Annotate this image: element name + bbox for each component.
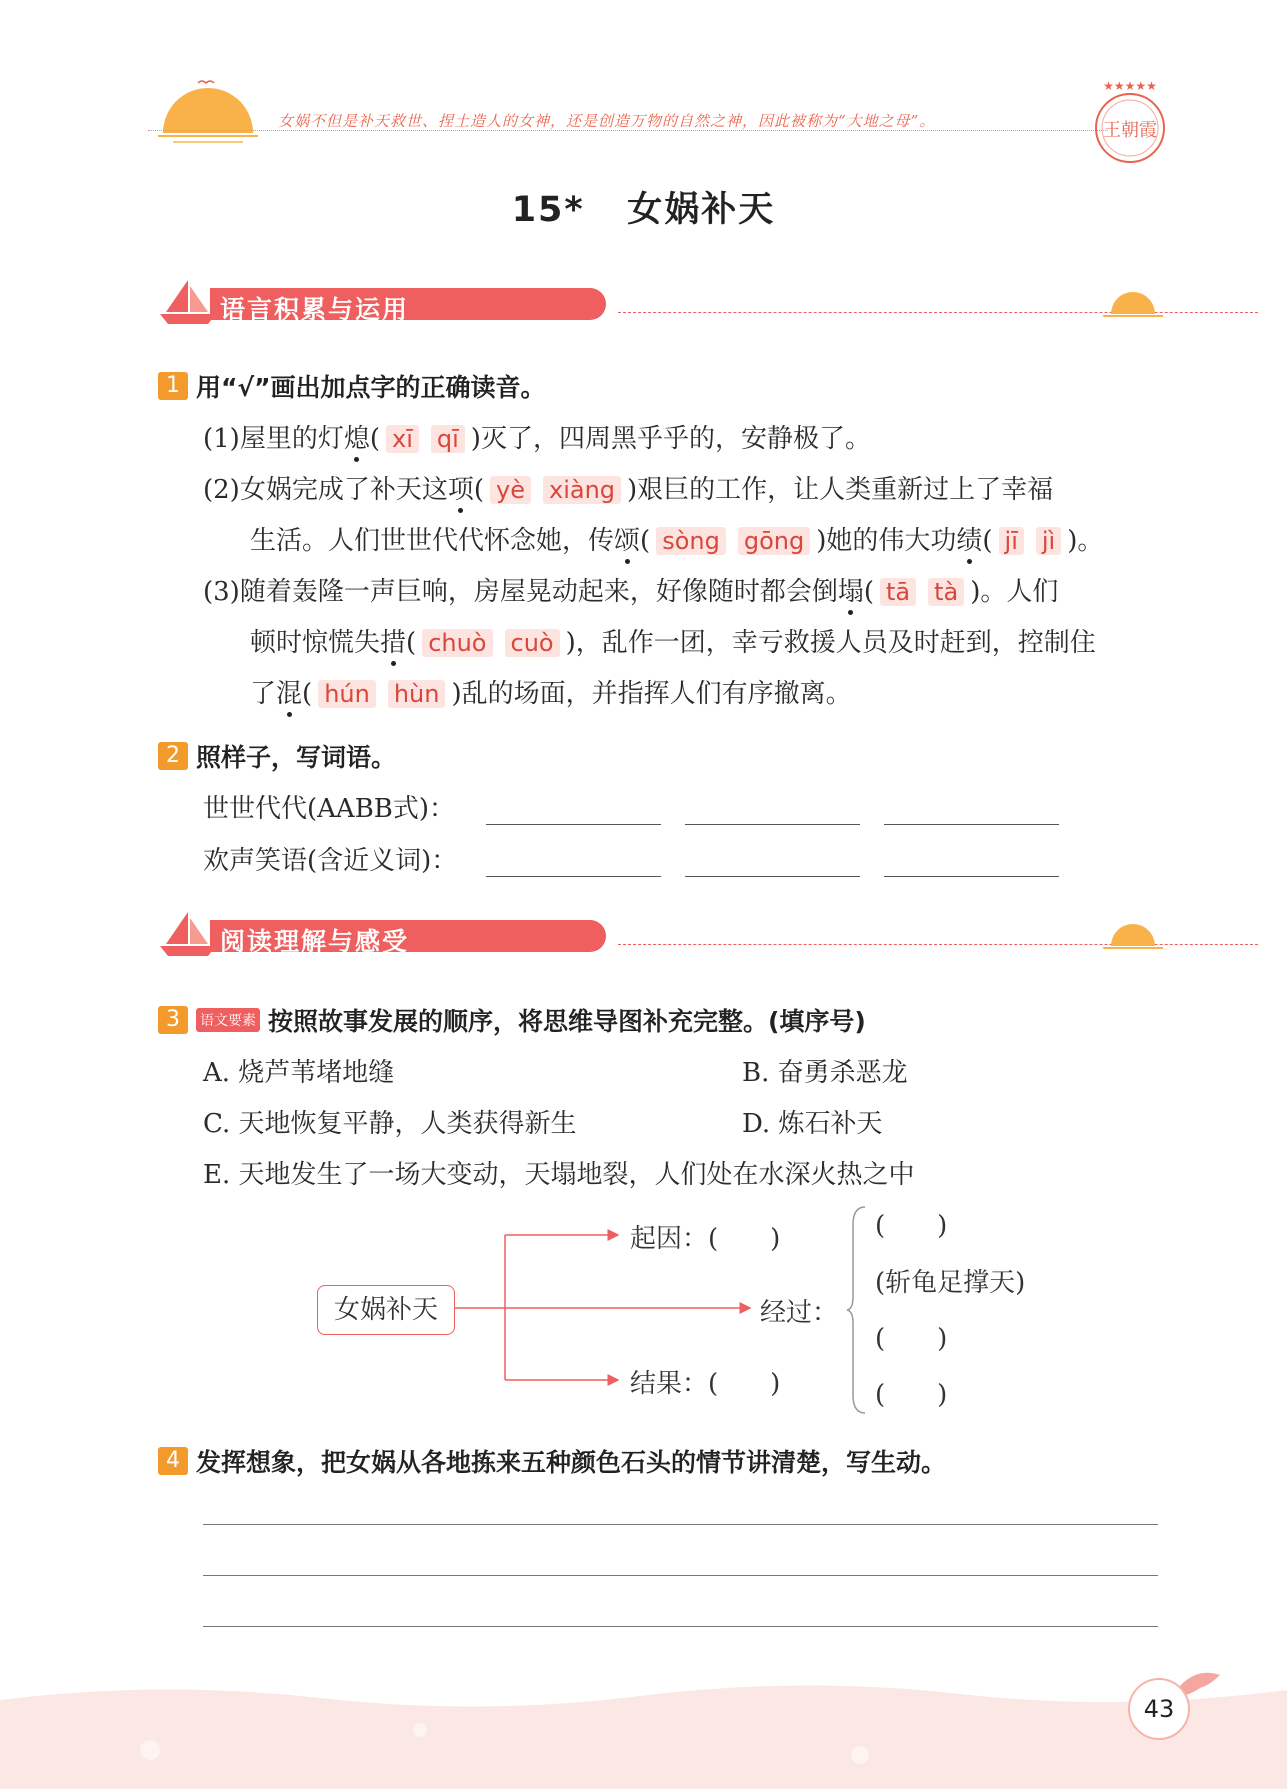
pinyin-option[interactable]: xiàng (543, 476, 621, 504)
header-quote: 女娲不但是补天救世、捏土造人的女神，还是创造万物的自然之神，因此被称为“大地之母”。 (278, 112, 936, 130)
option-c: C. 天地恢复平静，人类获得新生 (203, 1109, 577, 1139)
pinyin-option[interactable]: cuò (505, 629, 560, 657)
pinyin-option[interactable]: gōng (738, 527, 810, 555)
option-e: E. 天地发生了一场大变动，天塌地裂，人们处在水深火热之中 (203, 1160, 915, 1190)
sailboat-icon (158, 278, 218, 328)
pinyin-option[interactable]: xī (386, 425, 419, 453)
mind-map-step-4[interactable]: ( ) (875, 1380, 948, 1410)
sun-small-icon (1103, 284, 1163, 324)
mind-map-cause[interactable]: 起因：( ) (630, 1224, 781, 1254)
question-number-2: 2 (158, 742, 188, 770)
answer-blank[interactable] (486, 850, 661, 877)
question-1-header (158, 368, 546, 404)
dotted-char: 措 (380, 628, 407, 658)
answer-blank[interactable] (685, 798, 860, 825)
dotted-char: 项 (447, 475, 474, 505)
svg-text:★★★★★: ★★★★★ (1103, 79, 1157, 93)
q2-row-2 (203, 840, 1083, 877)
lesson-title: 女娲补天 (627, 190, 776, 230)
answer-blank[interactable] (685, 850, 860, 877)
q2-row-1 (203, 788, 1083, 825)
answer-blank[interactable] (884, 798, 1059, 825)
q2-row-1-label: 世世代代(AABB式)： (203, 794, 456, 824)
page-title (0, 182, 1287, 232)
section-title-1: 语言积累与运用 (220, 295, 410, 324)
q1-line-6: 了混( hún hùn )乱的场面，并指挥人们有序撤离。 (250, 679, 852, 709)
question-number-1: 1 (158, 372, 188, 400)
stamp-text: 王朝霞 (1103, 120, 1157, 141)
dotted-char: 颂 (614, 526, 641, 556)
dotted-char: 塌 (837, 577, 864, 607)
mind-map-center: 女娲补天 (317, 1285, 455, 1335)
question-number-4: 4 (158, 1447, 188, 1475)
sun-decoration (158, 78, 258, 148)
question-4-prompt: 发挥想象，把女娲从各地拣来五种颜色石头的情节讲清楚，写生动。 (196, 1448, 947, 1477)
header-divider (148, 130, 1108, 131)
option-d: D. 炼石补天 (742, 1109, 883, 1139)
answer-line[interactable] (203, 1524, 1158, 1525)
pinyin-option[interactable]: chuò (422, 629, 492, 657)
pinyin-option[interactable]: tā (880, 578, 916, 606)
q1-line-2: (2)女娲完成了补天这项( yè xiàng )艰巨的工作，让人类重新过上了幸福 (203, 475, 1054, 505)
mind-map-result[interactable]: 结果：( ) (630, 1369, 781, 1399)
pinyin-option[interactable]: tà (928, 578, 964, 606)
question-3-prompt: 按照故事发展的顺序，将思维导图补充完整。(填序号) (268, 1007, 866, 1036)
brace-icon (845, 1205, 869, 1415)
footer-wave (0, 1670, 1287, 1789)
section-banner-2 (158, 916, 1158, 956)
mind-map-step-1[interactable]: ( ) (875, 1211, 948, 1241)
mind-map-step-2: (斩龟足撑天) (875, 1268, 1026, 1298)
q2-row-2-label: 欢声笑语(含近义词)： (203, 846, 458, 876)
question-4-header (158, 1443, 946, 1479)
dotted-char: 混 (276, 679, 303, 709)
tag-badge: 语文要素 (196, 1008, 260, 1032)
answer-line[interactable] (203, 1626, 1158, 1627)
pinyin-option[interactable]: jī (999, 527, 1024, 555)
pinyin-option[interactable]: hùn (388, 680, 446, 708)
q1-line-3: 生活。人们世世代代怀念她，传颂( sòng gōng )她的伟大功绩( jī jì )。 (250, 526, 1104, 556)
pinyin-option[interactable]: sòng (656, 527, 726, 555)
q1-line-5: 顿时惊慌失措( chuò cuò )，乱作一团，幸亏救援人员及时赶到，控制住 (250, 628, 1096, 658)
lesson-number: 15* (511, 190, 585, 230)
mind-map-process: 经过： (760, 1298, 839, 1328)
q1-line-1: (1)屋里的灯熄( xī qī )灭了，四周黑乎乎的，安静极了。 (203, 424, 871, 454)
question-3-header (158, 1002, 866, 1038)
option-b: B. 奋勇杀恶龙 (742, 1058, 908, 1088)
dotted-char: 绩 (956, 526, 983, 556)
pinyin-option[interactable]: yè (490, 476, 531, 504)
section-title-2: 阅读理解与感受 (220, 927, 410, 956)
question-2-header (158, 738, 396, 774)
pinyin-option[interactable]: qī (431, 425, 465, 453)
sailboat-icon (158, 910, 218, 960)
pinyin-option[interactable]: jì (1036, 527, 1061, 555)
answer-line[interactable] (203, 1575, 1158, 1576)
option-a: A. 烧芦苇堵地缝 (203, 1058, 395, 1088)
question-1-prompt: 用“√”画出加点字的正确读音。 (196, 373, 546, 402)
question-2-prompt: 照样子，写词语。 (196, 743, 397, 772)
answer-blank[interactable] (486, 798, 661, 825)
question-number-3: 3 (158, 1006, 188, 1034)
page-number: 43 (1128, 1678, 1190, 1740)
dotted-char: 熄 (343, 424, 370, 454)
section-banner-1 (158, 284, 1158, 324)
pinyin-option[interactable]: hún (318, 680, 376, 708)
q1-line-4: (3)随着轰隆一声巨响，房屋晃动起来，好像随时都会倒塌( tā tà )。人们 (203, 577, 1059, 607)
answer-blank[interactable] (884, 850, 1059, 877)
mind-map-step-3[interactable]: ( ) (875, 1324, 948, 1354)
sun-small-icon (1103, 916, 1163, 956)
